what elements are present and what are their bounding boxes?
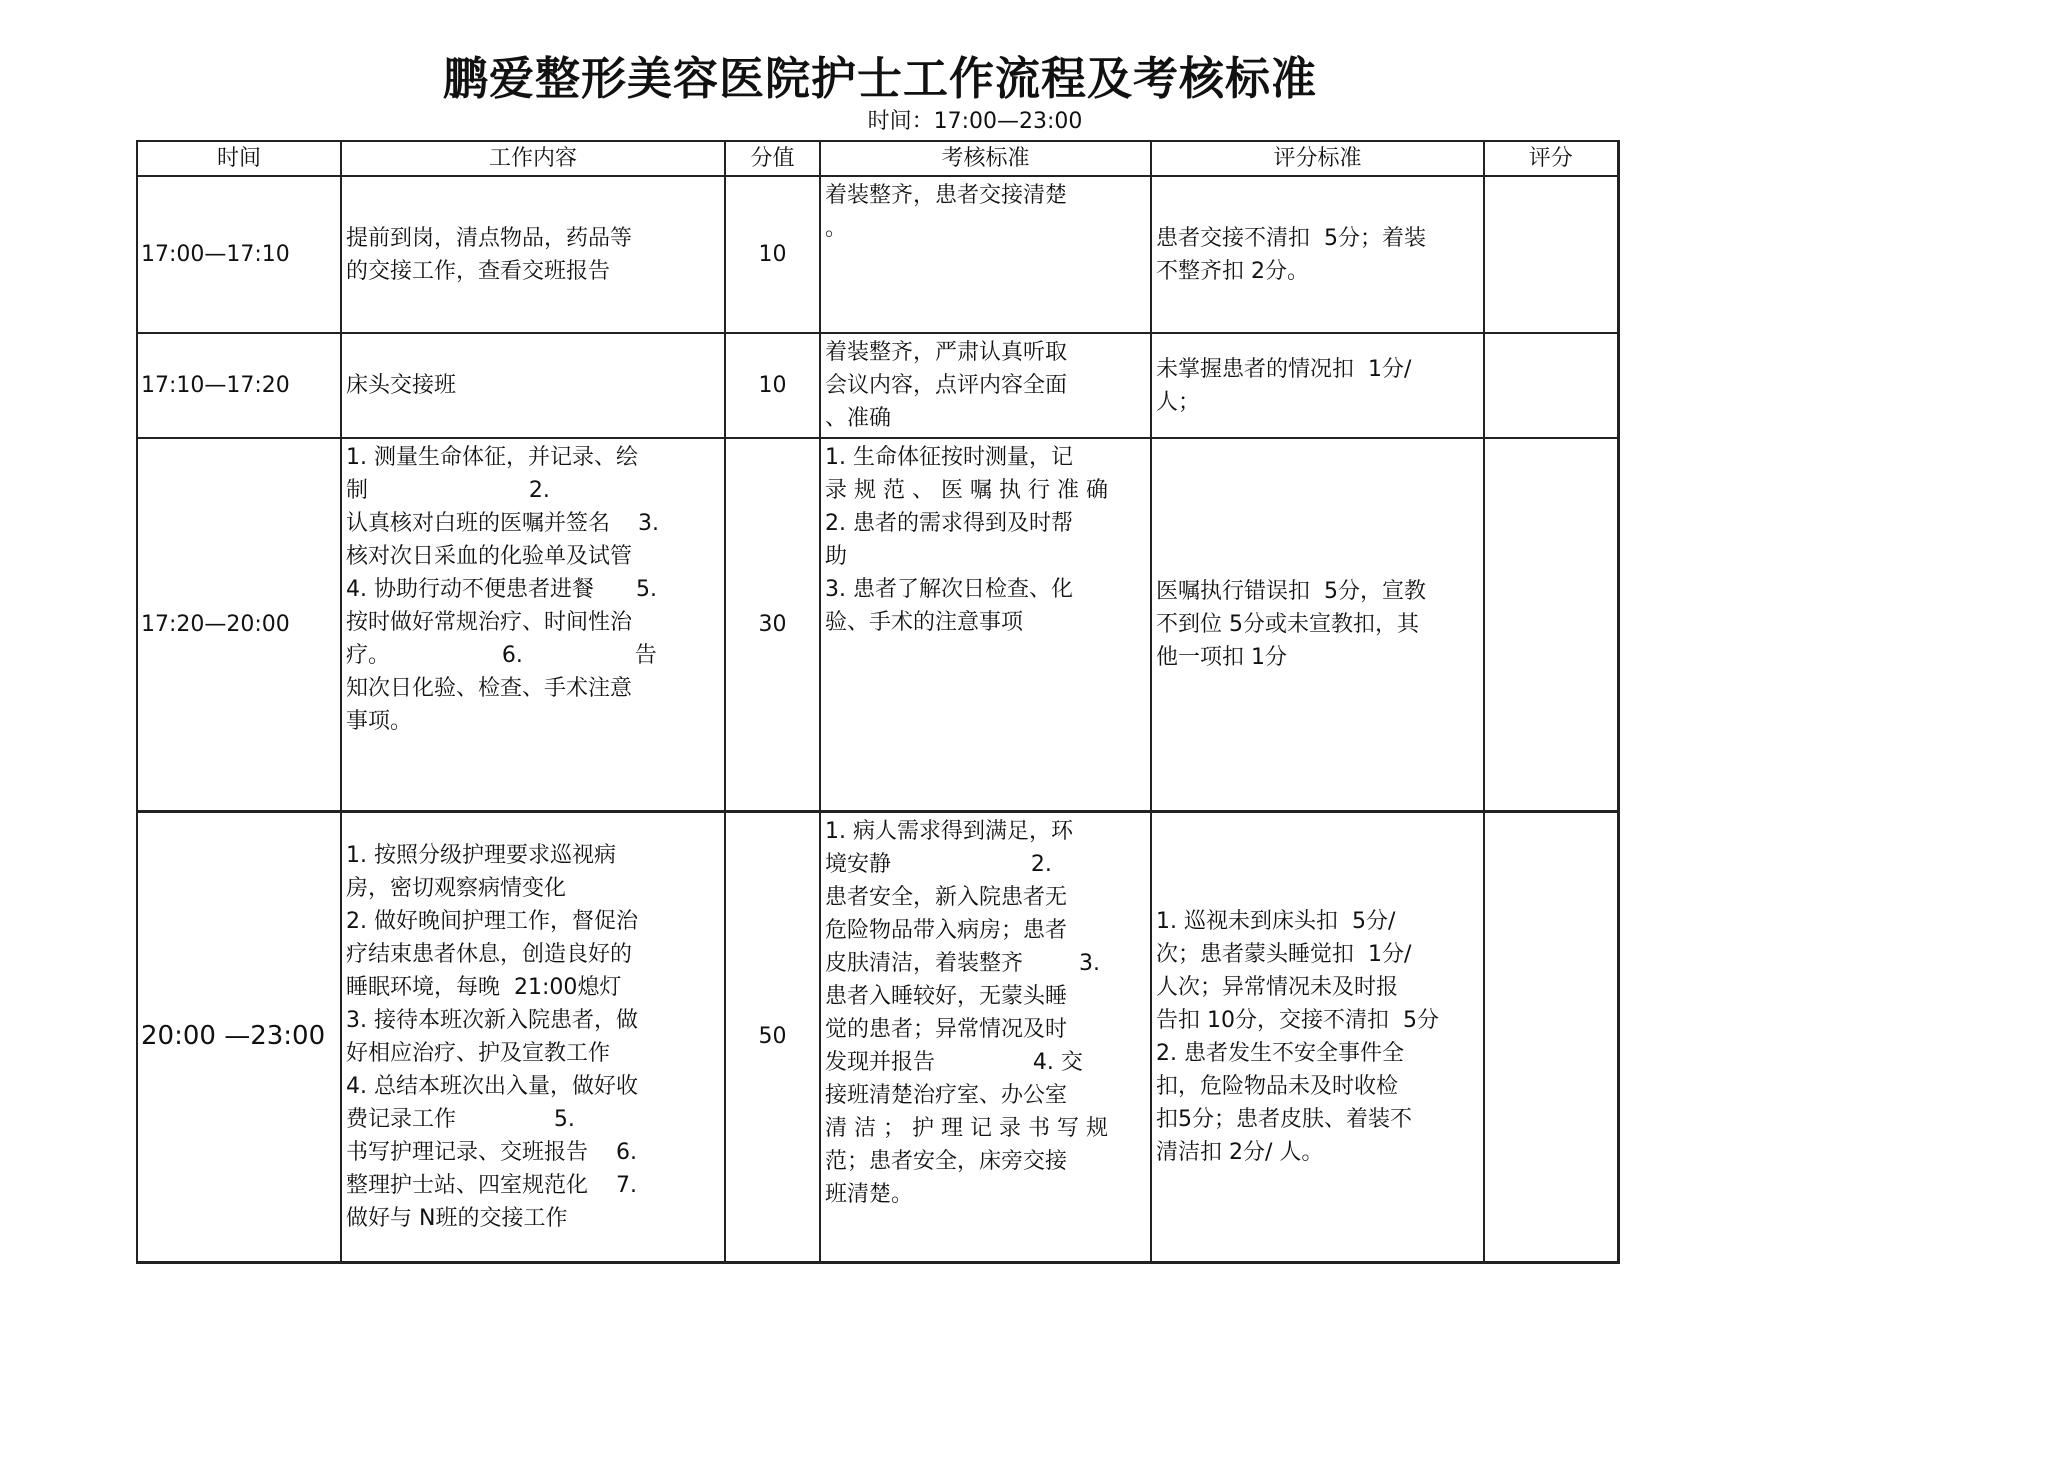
table-row: [137, 333, 1618, 438]
text-line: 告扣 10分，交接不清扣 5分: [1156, 1007, 1439, 1033]
text-line: 次；患者蒙头睡觉扣 1分/: [1156, 941, 1412, 967]
text-line: 不整齐扣 2分。: [1156, 258, 1309, 284]
header-score: 分值: [725, 141, 820, 176]
row-rating: [1484, 811, 1618, 1262]
text-line: 班清楚。: [825, 1181, 914, 1207]
text-line: 医嘱执行错误扣 5分，宣教: [1156, 578, 1426, 604]
header-rating: 评分: [1484, 141, 1618, 176]
text-line: 4. 总结本班次出入量，做好收: [346, 1073, 638, 1099]
row-time: 17:20—20:00: [137, 438, 341, 811]
assessment-table: [136, 140, 1620, 1264]
text-line: 床头交接班: [346, 373, 457, 398]
text-line: 1. 病人需求得到满足，环: [825, 818, 1073, 844]
row-criteria: [1151, 176, 1484, 333]
text-line: 验、手术的注意事项: [825, 610, 1024, 635]
text-line: 费记录工作 5.: [346, 1106, 575, 1132]
text-line: 接班清楚治疗室、办公室: [825, 1082, 1068, 1108]
row-criteria: [1151, 811, 1484, 1262]
text-line: 。: [825, 216, 848, 241]
row-content: [341, 176, 725, 333]
text-line: 2. 患者的需求得到及时帮: [825, 511, 1073, 536]
header-criteria: 评分标准: [1151, 141, 1484, 176]
text-line: 4. 协助行动不便患者进餐 5.: [346, 577, 657, 602]
row-standard: [820, 176, 1151, 333]
text-line: 患者交接不清扣 5分；着装: [1156, 225, 1426, 251]
text-line: 助: [825, 544, 848, 569]
text-line: 会议内容，点评内容全面: [825, 373, 1068, 398]
text-line: 觉的患者；异常情况及时: [825, 1016, 1068, 1042]
text-line: 疗结束患者休息，创造良好的: [346, 941, 633, 967]
text-line: 录 规 范 、 医 嘱 执 行 准 确: [825, 478, 1108, 503]
text-line: 疗。 6. 告: [346, 643, 657, 668]
table-row: [137, 176, 1618, 333]
text-line: 境安静 2.: [825, 851, 1052, 877]
text-line: 2. 患者发生不安全事件全: [1156, 1040, 1404, 1066]
row-score: 50: [725, 811, 820, 1262]
text-line: 事项。: [346, 709, 413, 734]
text-line: 按时做好常规治疗、时间性治: [346, 610, 633, 635]
text-line: 核对次日采血的化验单及试管: [346, 544, 633, 569]
header-standard: 考核标准: [820, 141, 1151, 176]
text-line: 着装整齐，严肃认真听取: [825, 340, 1068, 365]
text-line: 范；患者安全，床旁交接: [825, 1148, 1068, 1174]
text-line: 的交接工作，查看交班报告: [346, 258, 611, 284]
text-line: 认真核对白班的医嘱并签名 3.: [346, 511, 659, 536]
text-line: 清 洁 ； 护 理 记 录 书 写 规: [825, 1115, 1108, 1141]
header-time: 时间: [137, 141, 341, 176]
text-line: 1. 按照分级护理要求巡视病: [346, 842, 616, 868]
text-line: 患者入睡较好，无蒙头睡: [825, 983, 1068, 1009]
text-line: 扣5分；患者皮肤、着装不: [1156, 1106, 1412, 1132]
row-rating: [1484, 333, 1618, 438]
row-standard: [820, 811, 1151, 1262]
text-line: 他一项扣 1分: [1156, 644, 1287, 670]
text-line: 书写护理记录、交班报告 6.: [346, 1139, 637, 1165]
row-time: 17:10—17:20: [137, 333, 341, 438]
row-content: [341, 333, 725, 438]
row-rating: [1484, 176, 1618, 333]
text-line: 睡眠环境，每晚 21:00熄灯: [346, 974, 622, 1000]
row-rating: [1484, 438, 1618, 811]
row-time: 17:00—17:10: [137, 176, 341, 333]
document-title: 鹏爱整形美容医院护士工作流程及考核标准: [442, 52, 1317, 105]
text-line: 1. 巡视未到床头扣 5分/: [1156, 908, 1396, 934]
row-criteria: [1151, 438, 1484, 811]
text-line: 发现并报告 4. 交: [825, 1049, 1083, 1075]
text-line: 制 2.: [346, 478, 550, 503]
text-line: 2. 做好晚间护理工作，督促治: [346, 908, 638, 934]
text-line: 皮肤清洁，着装整齐 3.: [825, 950, 1100, 976]
text-line: 知次日化验、检查、手术注意: [346, 676, 633, 701]
row-time: 20:00 —23:00: [137, 811, 341, 1262]
row-score: 30: [725, 438, 820, 811]
text-line: 提前到岗，清点物品，药品等: [346, 225, 633, 251]
text-line: 清洁扣 2分/ 人。: [1156, 1139, 1324, 1165]
row-content: [341, 811, 725, 1262]
table-row: [137, 811, 1618, 1262]
text-line: 整理护士站、四室规范化 7.: [346, 1172, 637, 1198]
row-criteria: [1151, 333, 1484, 438]
table-header-row: [137, 141, 1618, 176]
text-line: 着装整齐，患者交接清楚: [825, 183, 1068, 208]
text-line: 1. 生命体征按时测量，记: [825, 445, 1073, 470]
text-line: 房，密切观察病情变化: [346, 875, 567, 901]
row-standard: [820, 333, 1151, 438]
row-score: 10: [725, 333, 820, 438]
text-line: 人；: [1156, 389, 1201, 415]
row-standard: [820, 438, 1151, 811]
table-row: [137, 438, 1618, 811]
text-line: 好相应治疗、护及宣教工作: [346, 1040, 611, 1066]
row-score: 10: [725, 176, 820, 333]
row-content: [341, 438, 725, 811]
text-line: 3. 患者了解次日检查、化: [825, 577, 1073, 602]
text-line: 、准确: [825, 406, 892, 431]
text-line: 1. 测量生命体征，并记录、绘: [346, 445, 638, 470]
text-line: 扣，危险物品未及时收检: [1156, 1073, 1399, 1099]
text-line: 未掌握患者的情况扣 1分/: [1156, 356, 1412, 382]
text-line: 患者安全，新入院患者无: [825, 884, 1068, 910]
time-range-subtitle: 时间：17:00—23:00: [867, 109, 1083, 134]
text-line: 不到位 5分或未宣教扣，其: [1156, 611, 1419, 637]
text-line: 人次；异常情况未及时报: [1156, 974, 1399, 1000]
text-line: 3. 接待本班次新入院患者，做: [346, 1007, 638, 1033]
text-line: 做好与 N班的交接工作: [346, 1205, 568, 1231]
text-line: 危险物品带入病房；患者: [825, 917, 1068, 943]
header-content: 工作内容: [341, 141, 725, 176]
